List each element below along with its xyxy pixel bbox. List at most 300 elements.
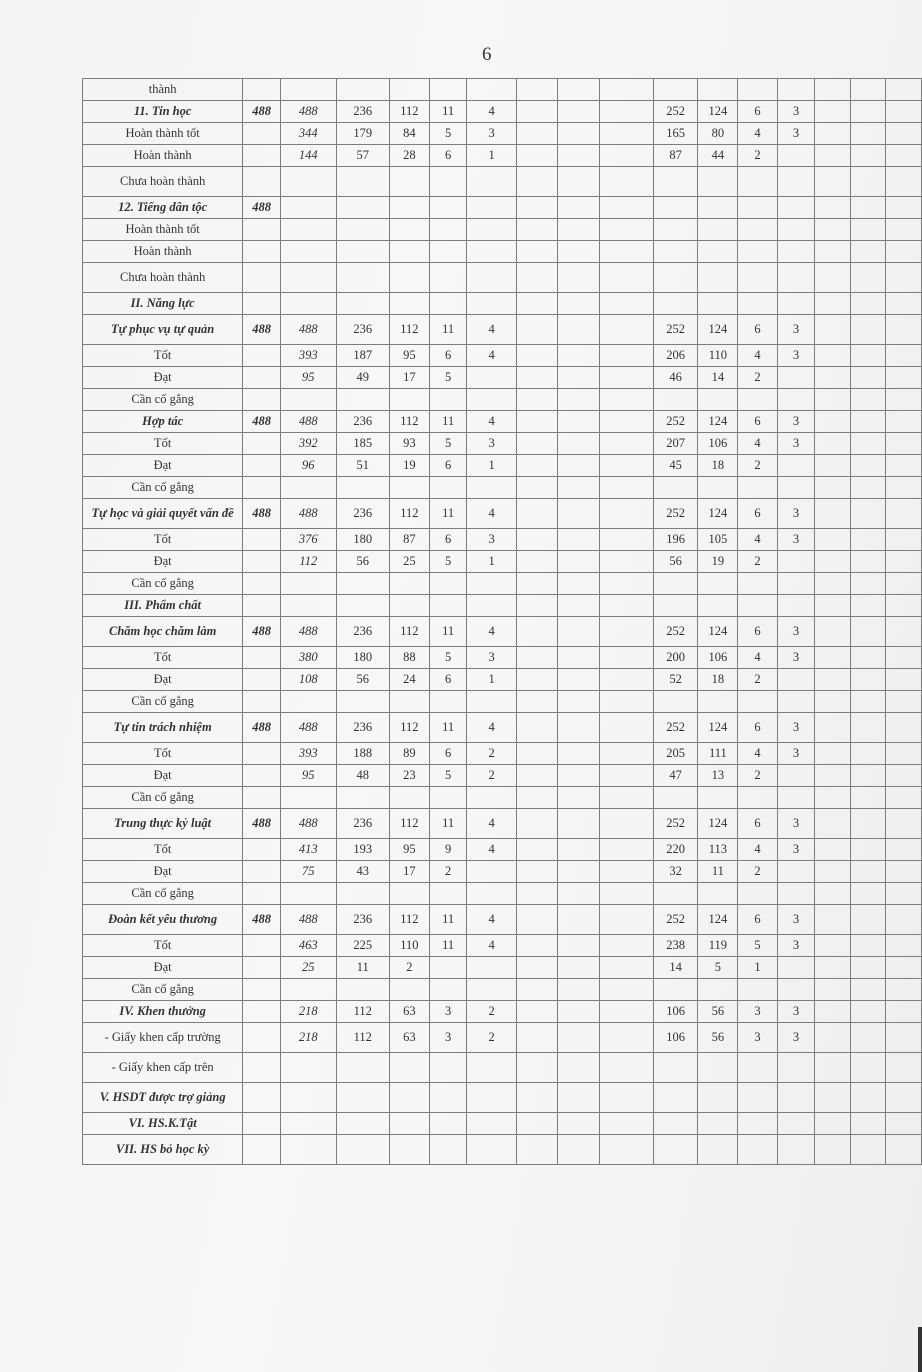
table-cell: 112 bbox=[281, 551, 336, 573]
table-row bbox=[83, 1053, 922, 1083]
table-cell: 23 bbox=[390, 765, 430, 787]
table-cell bbox=[243, 1023, 281, 1053]
table-cell: 4 bbox=[738, 433, 778, 455]
table-cell bbox=[516, 101, 557, 123]
table-cell bbox=[815, 241, 851, 263]
table-cell bbox=[281, 389, 336, 411]
table-cell bbox=[281, 787, 336, 809]
table-cell bbox=[243, 883, 281, 905]
table-cell bbox=[815, 979, 851, 1001]
table-cell bbox=[243, 839, 281, 861]
table-cell: 4 bbox=[467, 315, 516, 345]
table-cell bbox=[815, 839, 851, 861]
table-row bbox=[83, 905, 922, 935]
table-row bbox=[83, 367, 922, 389]
table-cell bbox=[815, 499, 851, 529]
table-cell: 6 bbox=[738, 713, 778, 743]
table-cell bbox=[850, 499, 886, 529]
table-cell bbox=[243, 743, 281, 765]
table-cell bbox=[429, 1113, 467, 1135]
table-cell bbox=[850, 1113, 886, 1135]
table-cell bbox=[815, 263, 851, 293]
table-cell bbox=[698, 595, 738, 617]
table-cell bbox=[886, 145, 922, 167]
table-cell bbox=[516, 389, 557, 411]
table-cell bbox=[516, 691, 557, 713]
table-cell bbox=[815, 957, 851, 979]
table-cell bbox=[886, 957, 922, 979]
table-row bbox=[83, 315, 922, 345]
row-label: Đạt bbox=[83, 765, 243, 787]
table-cell bbox=[390, 389, 430, 411]
table-cell bbox=[516, 241, 557, 263]
table-cell bbox=[516, 839, 557, 861]
table-cell bbox=[429, 167, 467, 197]
table-cell bbox=[390, 787, 430, 809]
table-row bbox=[83, 979, 922, 1001]
table-cell bbox=[281, 1083, 336, 1113]
table-cell bbox=[516, 573, 557, 595]
table-cell: 488 bbox=[243, 809, 281, 839]
table-cell: 2 bbox=[738, 367, 778, 389]
table-cell: 5 bbox=[429, 367, 467, 389]
table-cell bbox=[558, 101, 599, 123]
table-cell bbox=[336, 167, 390, 197]
table-cell: 3 bbox=[777, 905, 815, 935]
table-cell bbox=[815, 293, 851, 315]
table-cell bbox=[429, 883, 467, 905]
table-cell: 11 bbox=[429, 101, 467, 123]
table-cell bbox=[243, 1113, 281, 1135]
table-cell: 11 bbox=[429, 499, 467, 529]
table-cell: 344 bbox=[281, 123, 336, 145]
table-cell: 93 bbox=[390, 433, 430, 455]
table-cell bbox=[653, 389, 698, 411]
table-cell: 488 bbox=[281, 411, 336, 433]
table-cell bbox=[243, 979, 281, 1001]
table-cell bbox=[281, 1135, 336, 1165]
table-row bbox=[83, 787, 922, 809]
table-cell bbox=[599, 101, 653, 123]
table-cell bbox=[558, 1023, 599, 1053]
table-cell bbox=[336, 197, 390, 219]
table-cell: 236 bbox=[336, 713, 390, 743]
table-cell: 106 bbox=[698, 647, 738, 669]
table-row bbox=[83, 389, 922, 411]
row-label: Đoàn kết yêu thương bbox=[83, 905, 243, 935]
table-cell bbox=[558, 145, 599, 167]
table-cell: 488 bbox=[281, 617, 336, 647]
table-cell bbox=[558, 595, 599, 617]
table-cell: 413 bbox=[281, 839, 336, 861]
table-cell bbox=[777, 1135, 815, 1165]
table-cell: 63 bbox=[390, 1023, 430, 1053]
table-cell bbox=[336, 1113, 390, 1135]
table-cell: 236 bbox=[336, 905, 390, 935]
table-cell: 488 bbox=[243, 315, 281, 345]
table-cell: 1 bbox=[467, 551, 516, 573]
table-cell bbox=[653, 573, 698, 595]
table-cell bbox=[516, 411, 557, 433]
table-cell bbox=[243, 477, 281, 499]
table-cell bbox=[886, 411, 922, 433]
table-cell bbox=[243, 433, 281, 455]
table-cell bbox=[777, 1113, 815, 1135]
table-cell: 6 bbox=[738, 617, 778, 647]
table-row bbox=[83, 79, 922, 101]
table-cell: 392 bbox=[281, 433, 336, 455]
table-cell bbox=[599, 79, 653, 101]
table-row bbox=[83, 101, 922, 123]
table-cell: 110 bbox=[698, 345, 738, 367]
table-cell bbox=[516, 787, 557, 809]
table-cell: 4 bbox=[738, 839, 778, 861]
table-cell bbox=[599, 743, 653, 765]
table-cell: 3 bbox=[467, 433, 516, 455]
table-cell bbox=[243, 551, 281, 573]
table-cell bbox=[281, 197, 336, 219]
table-cell: 2 bbox=[738, 551, 778, 573]
table-cell bbox=[390, 219, 430, 241]
table-cell: 4 bbox=[467, 809, 516, 839]
table-cell bbox=[850, 551, 886, 573]
table-cell bbox=[738, 1053, 778, 1083]
table-row bbox=[83, 861, 922, 883]
table-cell bbox=[738, 293, 778, 315]
table-row bbox=[83, 123, 922, 145]
table-cell bbox=[886, 263, 922, 293]
table-cell: 17 bbox=[390, 367, 430, 389]
table-cell: 187 bbox=[336, 345, 390, 367]
table-cell bbox=[516, 743, 557, 765]
table-cell: 113 bbox=[698, 839, 738, 861]
table-cell bbox=[390, 573, 430, 595]
table-cell bbox=[886, 1023, 922, 1053]
table-cell: 112 bbox=[390, 713, 430, 743]
table-cell bbox=[653, 1083, 698, 1113]
table-cell bbox=[243, 1001, 281, 1023]
table-cell bbox=[886, 617, 922, 647]
table-cell: 124 bbox=[698, 499, 738, 529]
table-cell bbox=[886, 529, 922, 551]
table-cell bbox=[886, 743, 922, 765]
table-row bbox=[83, 1023, 922, 1053]
table-cell bbox=[850, 647, 886, 669]
table-cell bbox=[281, 1053, 336, 1083]
row-label: Cần cố gắng bbox=[83, 691, 243, 713]
table-cell bbox=[558, 1135, 599, 1165]
table-cell: 185 bbox=[336, 433, 390, 455]
row-label: Đạt bbox=[83, 551, 243, 573]
table-cell bbox=[886, 123, 922, 145]
table-cell bbox=[777, 765, 815, 787]
table-cell bbox=[599, 809, 653, 839]
table-cell: 376 bbox=[281, 529, 336, 551]
table-cell: 18 bbox=[698, 455, 738, 477]
table-cell bbox=[698, 293, 738, 315]
table-cell bbox=[815, 905, 851, 935]
row-label: 11. Tin học bbox=[83, 101, 243, 123]
table-cell bbox=[653, 167, 698, 197]
table-cell bbox=[653, 979, 698, 1001]
table-row bbox=[83, 1135, 922, 1165]
table-cell: 207 bbox=[653, 433, 698, 455]
table-cell bbox=[599, 1053, 653, 1083]
table-row bbox=[83, 293, 922, 315]
table-cell: 124 bbox=[698, 315, 738, 345]
table-cell bbox=[738, 787, 778, 809]
table-cell bbox=[243, 529, 281, 551]
table-cell bbox=[777, 691, 815, 713]
table-cell bbox=[777, 669, 815, 691]
table-cell bbox=[558, 1053, 599, 1083]
table-cell bbox=[698, 79, 738, 101]
table-row bbox=[83, 1113, 922, 1135]
table-cell bbox=[243, 861, 281, 883]
row-label: - Giấy khen cấp trên bbox=[83, 1053, 243, 1083]
table-cell bbox=[336, 241, 390, 263]
table-cell: 11 bbox=[429, 411, 467, 433]
table-cell: 2 bbox=[738, 669, 778, 691]
table-cell bbox=[336, 979, 390, 1001]
table-cell bbox=[698, 883, 738, 905]
table-cell bbox=[886, 499, 922, 529]
table-cell bbox=[850, 1023, 886, 1053]
table-cell bbox=[599, 315, 653, 345]
table-cell bbox=[599, 499, 653, 529]
table-cell bbox=[738, 691, 778, 713]
table-cell: 4 bbox=[738, 743, 778, 765]
table-cell bbox=[850, 839, 886, 861]
row-label: Cần cố gắng bbox=[83, 883, 243, 905]
table-cell: 2 bbox=[467, 1001, 516, 1023]
table-cell: 11 bbox=[429, 809, 467, 839]
table-cell bbox=[599, 787, 653, 809]
table-cell bbox=[243, 455, 281, 477]
table-cell bbox=[429, 241, 467, 263]
table-cell bbox=[850, 367, 886, 389]
table-cell bbox=[429, 957, 467, 979]
table-cell bbox=[777, 145, 815, 167]
table-cell bbox=[599, 839, 653, 861]
table-cell bbox=[336, 787, 390, 809]
table-cell bbox=[777, 241, 815, 263]
table-cell bbox=[281, 293, 336, 315]
table-cell bbox=[815, 411, 851, 433]
table-cell: 193 bbox=[336, 839, 390, 861]
table-cell bbox=[390, 263, 430, 293]
row-label: Đạt bbox=[83, 367, 243, 389]
table-cell: 238 bbox=[653, 935, 698, 957]
table-cell bbox=[653, 79, 698, 101]
table-cell bbox=[467, 787, 516, 809]
table-row bbox=[83, 669, 922, 691]
table-cell bbox=[281, 573, 336, 595]
table-cell bbox=[850, 389, 886, 411]
table-cell bbox=[599, 617, 653, 647]
table-cell: 89 bbox=[390, 743, 430, 765]
table-cell bbox=[850, 455, 886, 477]
table-cell bbox=[850, 1001, 886, 1023]
table-cell bbox=[599, 167, 653, 197]
table-cell bbox=[815, 1135, 851, 1165]
table-cell bbox=[815, 145, 851, 167]
table-cell: 179 bbox=[336, 123, 390, 145]
table-row bbox=[83, 411, 922, 433]
table-cell bbox=[243, 1135, 281, 1165]
table-cell: 6 bbox=[429, 669, 467, 691]
table-cell: 106 bbox=[653, 1023, 698, 1053]
table-cell bbox=[886, 765, 922, 787]
table-cell: 87 bbox=[390, 529, 430, 551]
table-cell bbox=[886, 293, 922, 315]
table-cell: 488 bbox=[243, 197, 281, 219]
table-cell bbox=[516, 197, 557, 219]
table-cell bbox=[390, 1113, 430, 1135]
table-cell bbox=[599, 197, 653, 219]
table-cell bbox=[850, 219, 886, 241]
table-cell: 488 bbox=[243, 411, 281, 433]
table-cell: 3 bbox=[777, 433, 815, 455]
table-cell bbox=[558, 123, 599, 145]
table-cell bbox=[599, 529, 653, 551]
table-cell: 95 bbox=[390, 839, 430, 861]
table-cell: 95 bbox=[390, 345, 430, 367]
table-cell: 18 bbox=[698, 669, 738, 691]
table-cell bbox=[886, 455, 922, 477]
table-cell bbox=[281, 979, 336, 1001]
table-cell: 488 bbox=[281, 905, 336, 935]
table-cell bbox=[850, 1053, 886, 1083]
table-cell bbox=[243, 957, 281, 979]
table-cell: 4 bbox=[467, 101, 516, 123]
table-cell bbox=[516, 957, 557, 979]
table-cell bbox=[653, 1053, 698, 1083]
table-cell bbox=[467, 197, 516, 219]
table-cell bbox=[467, 1113, 516, 1135]
table-cell bbox=[850, 263, 886, 293]
table-cell: 11 bbox=[429, 935, 467, 957]
table-cell: 5 bbox=[738, 935, 778, 957]
table-cell bbox=[698, 241, 738, 263]
table-cell bbox=[390, 883, 430, 905]
row-label: III. Phẩm chất bbox=[83, 595, 243, 617]
table-cell bbox=[850, 101, 886, 123]
table-row bbox=[83, 263, 922, 293]
table-cell bbox=[850, 123, 886, 145]
table-body bbox=[83, 79, 922, 1165]
table-cell bbox=[886, 551, 922, 573]
table-row bbox=[83, 1083, 922, 1113]
table-cell bbox=[850, 691, 886, 713]
table-row bbox=[83, 551, 922, 573]
row-label: Cần cố gắng bbox=[83, 477, 243, 499]
table-cell bbox=[336, 1083, 390, 1113]
table-cell bbox=[516, 551, 557, 573]
row-label: Chưa hoàn thành bbox=[83, 263, 243, 293]
table-cell: 180 bbox=[336, 529, 390, 551]
table-cell bbox=[777, 883, 815, 905]
table-cell bbox=[815, 551, 851, 573]
table-cell bbox=[599, 1113, 653, 1135]
table-cell bbox=[336, 883, 390, 905]
table-cell bbox=[738, 979, 778, 1001]
table-cell: 4 bbox=[467, 839, 516, 861]
table-cell bbox=[516, 367, 557, 389]
table-cell: 488 bbox=[243, 617, 281, 647]
table-cell bbox=[738, 389, 778, 411]
table-cell: 6 bbox=[738, 411, 778, 433]
table-cell bbox=[599, 389, 653, 411]
table-cell: 236 bbox=[336, 617, 390, 647]
table-row bbox=[83, 839, 922, 861]
table-cell bbox=[467, 957, 516, 979]
table-cell bbox=[390, 979, 430, 1001]
table-cell: 48 bbox=[336, 765, 390, 787]
table-cell bbox=[429, 1083, 467, 1113]
table-cell bbox=[886, 787, 922, 809]
table-cell: 488 bbox=[281, 499, 336, 529]
table-cell bbox=[467, 167, 516, 197]
table-cell bbox=[886, 345, 922, 367]
table-cell bbox=[850, 241, 886, 263]
table-cell bbox=[558, 1083, 599, 1113]
table-cell: 180 bbox=[336, 647, 390, 669]
table-cell bbox=[815, 477, 851, 499]
table-cell bbox=[886, 595, 922, 617]
table-row bbox=[83, 573, 922, 595]
table-cell bbox=[850, 935, 886, 957]
table-cell: 44 bbox=[698, 145, 738, 167]
table-cell bbox=[558, 389, 599, 411]
table-cell: 252 bbox=[653, 617, 698, 647]
table-cell: 112 bbox=[390, 809, 430, 839]
table-cell bbox=[467, 861, 516, 883]
table-cell bbox=[599, 477, 653, 499]
table-cell bbox=[390, 79, 430, 101]
table-cell: 80 bbox=[698, 123, 738, 145]
table-cell: 236 bbox=[336, 809, 390, 839]
table-cell: 106 bbox=[698, 433, 738, 455]
table-cell bbox=[467, 573, 516, 595]
table-cell bbox=[516, 647, 557, 669]
table-cell: 4 bbox=[467, 499, 516, 529]
table-cell bbox=[516, 1023, 557, 1053]
table-cell bbox=[815, 123, 851, 145]
table-cell bbox=[738, 477, 778, 499]
table-cell bbox=[599, 1135, 653, 1165]
table-cell bbox=[698, 167, 738, 197]
row-label: Chăm học chăm làm bbox=[83, 617, 243, 647]
table-cell: 63 bbox=[390, 1001, 430, 1023]
table-cell: 47 bbox=[653, 765, 698, 787]
table-cell bbox=[599, 979, 653, 1001]
table-cell bbox=[336, 477, 390, 499]
table-cell: 2 bbox=[467, 765, 516, 787]
row-label: Cần cố gắng bbox=[83, 573, 243, 595]
table-cell bbox=[599, 765, 653, 787]
table-cell bbox=[558, 839, 599, 861]
table-cell bbox=[516, 433, 557, 455]
table-cell bbox=[886, 1053, 922, 1083]
table-cell: 25 bbox=[281, 957, 336, 979]
table-cell bbox=[653, 787, 698, 809]
table-cell: 2 bbox=[738, 861, 778, 883]
table-cell: 6 bbox=[429, 145, 467, 167]
table-cell: 488 bbox=[281, 809, 336, 839]
table-cell: 488 bbox=[281, 315, 336, 345]
paper-edge-mark bbox=[918, 1327, 922, 1372]
